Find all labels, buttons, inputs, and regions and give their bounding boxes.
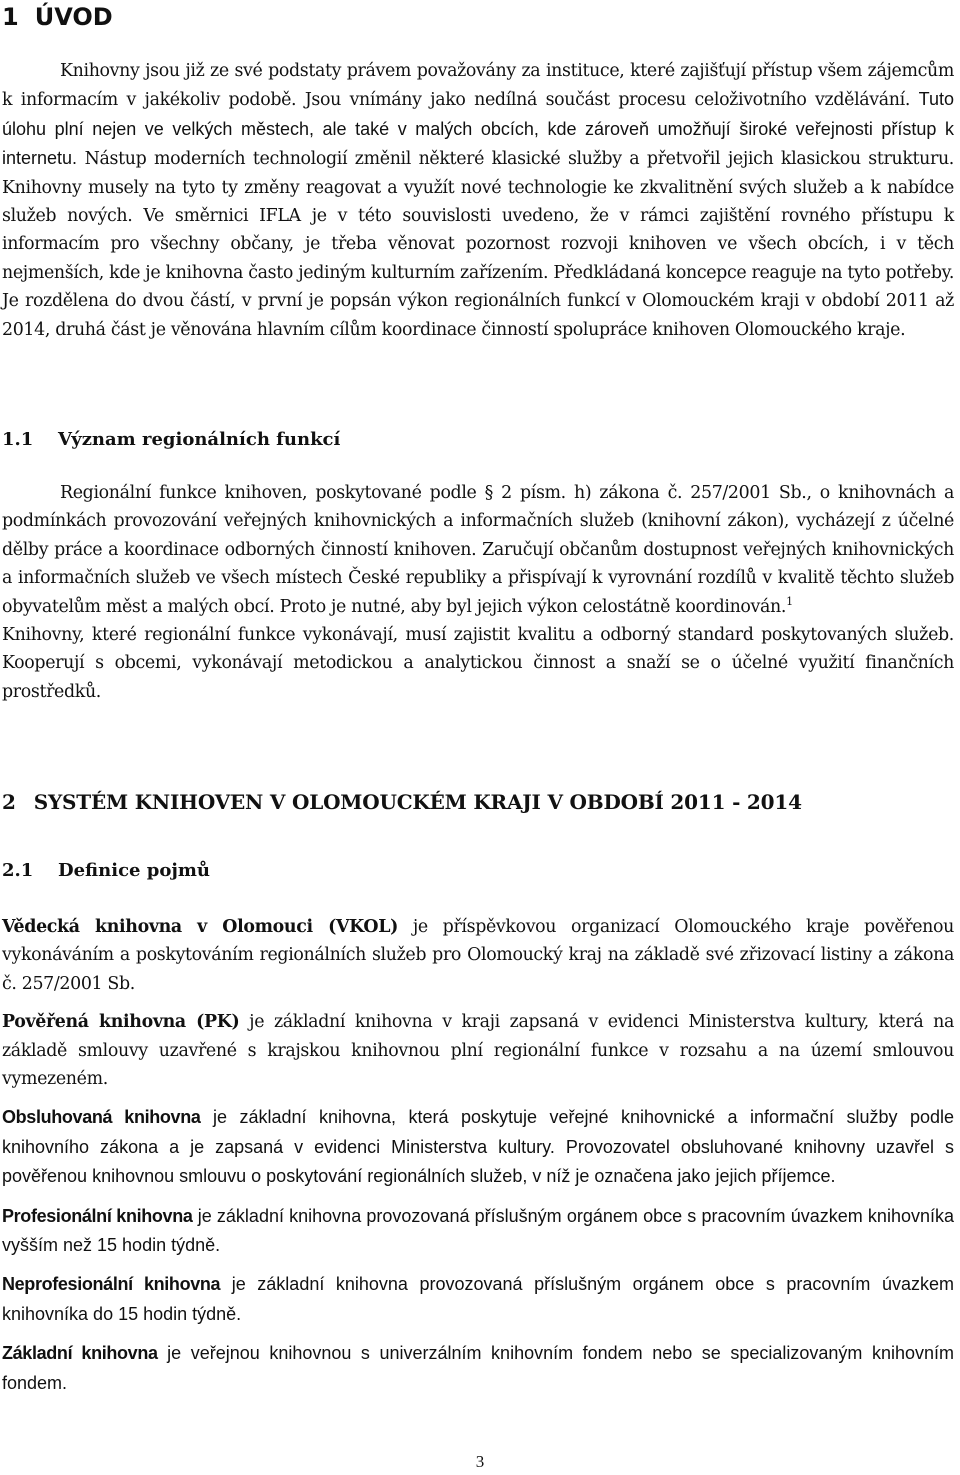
- definition-term: Vědecká knihovna v Olomouci (VKOL): [2, 917, 398, 937]
- definitions-list: [2, 913, 954, 1398]
- section-number: 2: [2, 790, 16, 814]
- definition-text: je základní knihovna provozovaná příslušným orgánem obce s pracovním úvazkem knihovníka vyšším než 15 hodin týdně.: [2, 1205, 954, 1256]
- section-number: 2.1: [2, 860, 34, 881]
- definition-text: je základní knihovna, která poskytuje veřejné knihovnické a informační služby podle knihovního zákona a je zapsaná v evidenci Ministerstva kultury. Provozovatel obsluhované knihovny uzavřel s pověřenou knihovnou smlouvu o poskytování regionálních služeb, v níž je označena jako jejich příjemce.: [2, 1107, 954, 1187]
- section-1-heading: [2, 2, 113, 32]
- definition-text: je základní knihovna v kraji zapsaná v evidenci Ministerstva kultury, která na základě smlouvy uzavřené s krajskou knihovnou plní regionální funkce v rozsahu a na území smlouvou vymezeném.: [2, 1012, 955, 1090]
- definition-item: [2, 1202, 954, 1261]
- regional-functions-paragraph: [2, 479, 954, 706]
- section-title: SYSTÉM KNIHOVEN V OLOMOUCKÉM KRAJI V OBDOBÍ 2011 - 2014: [33, 790, 802, 814]
- page-number: 3: [475, 1452, 485, 1471]
- intro-paragraph: [2, 57, 954, 344]
- section-2-heading: [2, 788, 802, 816]
- section-2-1-heading: [2, 858, 210, 884]
- paragraph-text: Regionální funkce knihoven, poskytované podle § 2 písm. h) zákona č. 257/2001 Sb., o knihovnách a podmínkách provozování veřejných knihovnických a informačních služeb (knihovní zákon), vycházejí z účelné dělby práce a koordinace odborných činností knihoven. Zaručují občanům dostupnost veřejných knihovnických a informačních služeb ve všech místech České republiky a přispívají k vyrovnání rozdílů v kvalitě těchto služeb obyvatelům měst a malých obcí. Proto je nutné, aby byl jejich výkon celostátně koordinován.: [2, 483, 954, 617]
- section-number: 1.1: [2, 429, 34, 450]
- section-number: 1: [2, 3, 19, 31]
- definition-item: [2, 1103, 954, 1191]
- intro-text-c: Nástup moderních technologií změnil některé klasické služby a přetvořil jejich klasickou strukturu. Knihovny musely na tyto ty změny reagovat a využít nové technologie ke zkvalitnění svých služeb a k nabídce služeb nových. Ve směrnici IFLA je v této souvislosti uvedeno, že v rámci zajištění rovného přístupu k informacím pro všechny občany, je třeba věnovat pozornost rozvoji knihoven ve všech obcích, i v těch nejmenších, kde je knihovna často jediným kulturním zařízením. Předkládaná koncepce reaguje na tyto potřeby. Je rozdělena do dvou částí, v první je popsán výkon regionálních funkcí v Olomouckém kraji v období 2011 až 2014, druhá část je věnována hlavním cílům koordinace činností spolupráce knihoven Olomouckého kraje.: [2, 149, 954, 340]
- definition-text: je příspěvkovou organizací Olomouckého kraje pověřenou vykonáváním a poskytováním regionálních služeb pro Olomoucký kraj na základě své zřizovací listiny a zákona č. 257/2001 Sb.: [2, 917, 954, 994]
- definition-term: Profesionální knihovna: [2, 1205, 193, 1226]
- definition-term: Neprofesionální knihovna: [2, 1274, 221, 1295]
- definition-term: Pověřená knihovna (PK): [2, 1012, 240, 1033]
- definition-item: [2, 913, 954, 998]
- definition-text: je základní knihovna provozovaná příslušným orgánem obce s pracovním úvazkem knihovníka do 15 hodin týdně.: [2, 1274, 954, 1324]
- section-title: Význam regionálních funkcí: [58, 429, 341, 450]
- section-title: Definice pojmů: [58, 860, 210, 881]
- paragraph-text: Knihovny, které regionální funkce vykonávají, musí zajistit kvalitu a odborný standard poskytovaných služeb. Kooperují s obcemi, vykonávají metodickou a analytickou činnost a snaží se o účelné využití finančních prostředků.: [2, 625, 954, 702]
- footnote-reference[interactable]: 1: [786, 594, 793, 608]
- section-1-1-heading: [2, 427, 340, 453]
- definition-term: Základní knihovna: [2, 1343, 158, 1364]
- definition-item: [2, 1339, 954, 1398]
- section-title: ÚVOD: [34, 3, 113, 31]
- definition-term: Obsluhovaná knihovna: [2, 1107, 201, 1128]
- definition-item: [2, 1008, 954, 1093]
- definition-text: je veřejnou knihovnou s univerzálním knihovním fondem nebo se specializovaným knihovním fondem.: [2, 1343, 954, 1393]
- intro-text-b: Tuto úlohu plní nejen ve velkých městech, ale také v malých obcích, kde zároveň umožňují široké veřejnosti přístup k internetu.: [2, 89, 954, 169]
- intro-text-a: Knihovny jsou již ze své podstaty právem považovány za instituce, které zajišťují přístup všem zájemcům k informacím v jakékoliv podobě. Jsou vnímány jako nedílná součást procesu celoživotního vzdělávání.: [2, 61, 954, 111]
- definition-item: [2, 1270, 954, 1329]
